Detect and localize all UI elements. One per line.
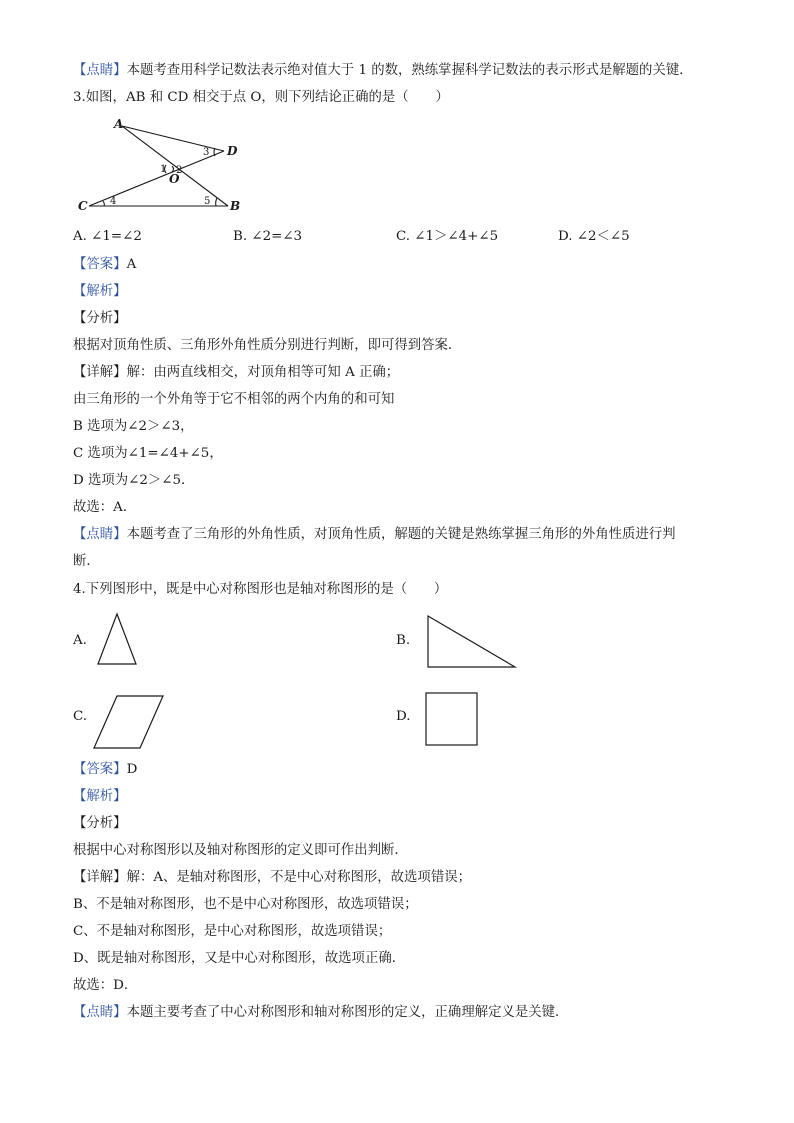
label-b: B — [230, 199, 241, 213]
dianjing-tag: 【点睛】 — [73, 1005, 127, 1020]
label-c: C — [78, 199, 88, 213]
q4-option-d-letter: D. — [396, 709, 411, 724]
q4-fenxi-text: 根据中心对称图形以及轴对称图形的定义即可作出判断． — [73, 843, 408, 858]
q4-detail-line-2: B、不是轴对称图形，也不是中心对称图形，故选项错误； — [73, 897, 418, 912]
answer-tag: 【答案】 — [73, 257, 127, 272]
dianjing-text: 本题考查了三角形的外角性质，对顶角性质，解题的关键是熟练掌握三角形的外角性质进行判 — [126, 527, 676, 542]
angle-label-5: 5 — [204, 196, 211, 207]
angle-arc-3 — [214, 148, 215, 156]
q4-option-a-letter: A. — [73, 633, 87, 648]
q3-option-a: A. ∠1=∠2 — [73, 229, 142, 244]
q3-detail-line-2: 由三角形的一个外角等于它不相邻的两个内角的和可知 — [73, 392, 395, 407]
angle-label-4: 4 — [110, 196, 117, 207]
q4-option-c-letter: C. — [73, 709, 88, 724]
q3-fenxi-tag: 【分析】 — [73, 311, 127, 326]
answer-value: D — [126, 762, 138, 777]
detail-tag: 【详解】 — [73, 365, 127, 380]
dianjing-tag: 【点睛】 — [73, 527, 127, 542]
angle-label-2: 2 — [176, 165, 183, 176]
q2-dianjing-line — [73, 61, 693, 81]
q4-shape-a-isosceles-triangle — [94, 610, 140, 668]
q4-detail-line-4: D、既是轴对称图形，又是中心对称图形，故选项正确． — [73, 951, 406, 966]
q4-detail-line-3: C、不是轴对称图形，是中心对称图形，故选项错误； — [73, 924, 392, 939]
q4-analysis-tag: 【解析】 — [73, 789, 127, 804]
q4-dianjing-line — [73, 1003, 568, 1023]
q4-detail-line-1 — [73, 868, 471, 888]
label-a: A — [114, 117, 124, 131]
dianjing-tag: 【点睛】 — [73, 63, 127, 78]
q4-stem: 4.下列图形中，既是中心对称图形也是轴对称图形的是（ ） — [73, 582, 448, 597]
q3-detail-line-5: D 选项为∠2＞∠5． — [73, 473, 195, 488]
q3-detail-line-6: 故选：A． — [73, 500, 137, 515]
q3-dianjing-line-2: 断． — [73, 554, 100, 569]
detail-tag: 【详解】 — [73, 870, 127, 885]
q3-dianjing-line-1 — [73, 525, 676, 545]
q4-detail-line-5: 故选：D． — [73, 978, 138, 993]
q3-analysis-tag: 【解析】 — [73, 284, 127, 299]
angle-label-1: 1 — [160, 164, 167, 175]
q4-fenxi-tag: 【分析】 — [73, 816, 127, 831]
detail-text: 解：由两直线相交，对顶角相等可知 A 正确； — [126, 365, 400, 380]
segment-ab — [122, 126, 228, 206]
q3-detail-line-4: C 选项为∠1=∠4+∠5， — [73, 446, 223, 461]
q3-answer-line — [73, 255, 136, 275]
q4-shape-d-square — [422, 690, 482, 750]
label-d: D — [227, 144, 238, 158]
angle-label-3: 3 — [203, 147, 210, 158]
q3-fenxi-text: 根据对顶角性质、三角形外角性质分别进行判断，即可得到答案． — [73, 338, 462, 353]
q3-detail-line-1 — [73, 363, 399, 383]
answer-tag: 【答案】 — [73, 762, 127, 777]
q3-figure — [76, 112, 246, 216]
detail-text: 解：A、是轴对称图形，不是中心对称图形，故选项错误； — [126, 870, 471, 885]
dianjing-text: 本题考查用科学记数法表示绝对值大于 1 的数，熟练掌握科学记数法的表示形式是解题的关键． — [126, 63, 693, 78]
q3-detail-line-3: B 选项为∠2＞∠3， — [73, 419, 194, 434]
label-o: O — [169, 172, 180, 186]
q3-option-c: C. ∠1＞∠4+∠5 — [396, 229, 499, 244]
angle-arc-5 — [216, 198, 217, 206]
q4-shape-c-parallelogram — [92, 692, 168, 752]
answer-value: A — [126, 257, 137, 272]
q3-option-b: B. ∠2=∠3 — [233, 229, 303, 244]
angle-arc-4 — [103, 201, 104, 206]
q4-option-b-letter: B. — [396, 633, 411, 648]
q3-option-d: D. ∠2＜∠5 — [558, 229, 630, 244]
q4-answer-line — [73, 760, 137, 780]
dianjing-text: 本题主要考查了中心对称图形和轴对称图形的定义，正确理解定义是关键． — [126, 1005, 569, 1020]
q3-stem: 3.如图，AB 和 CD 相交于点 O，则下列结论正确的是（ ） — [73, 90, 449, 105]
q4-shape-b-right-triangle — [424, 612, 520, 672]
